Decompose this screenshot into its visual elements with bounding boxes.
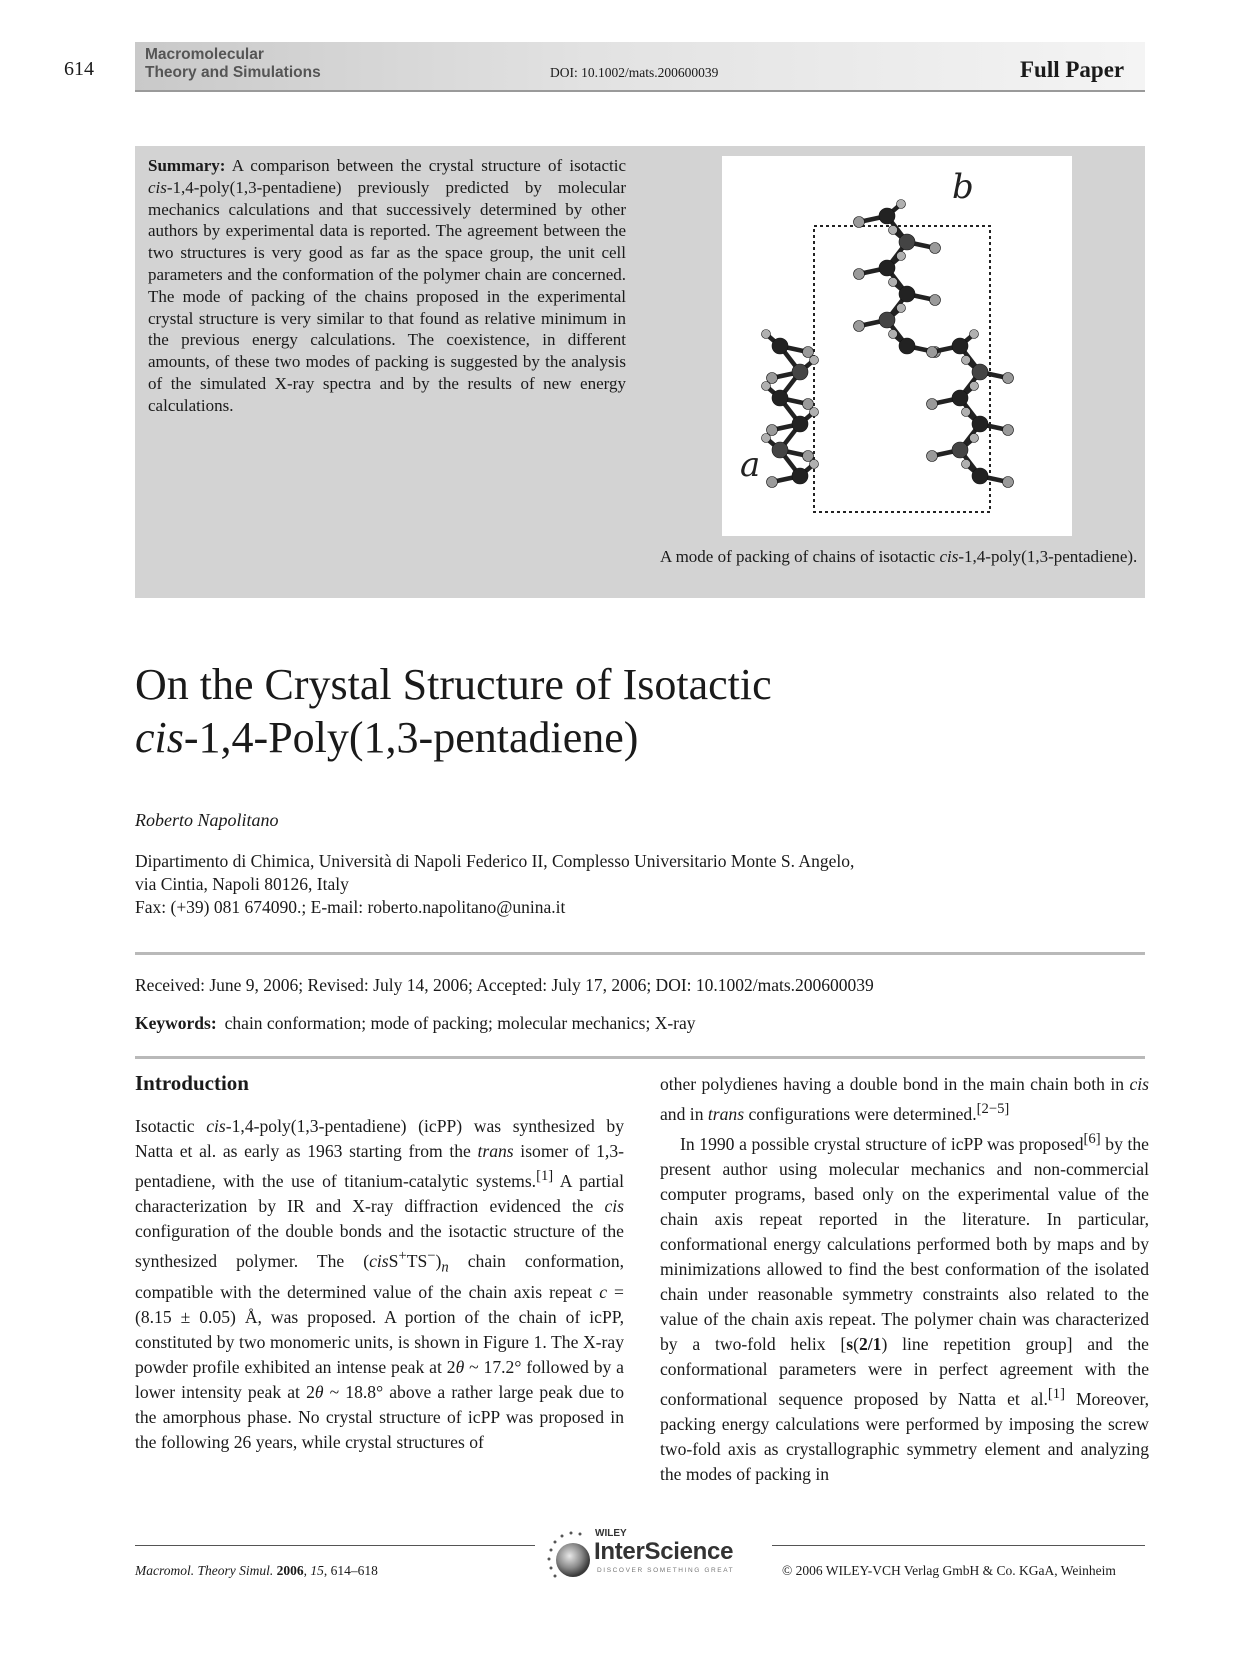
paper-type-label: Full Paper bbox=[1020, 57, 1125, 82]
footer-copyright: © 2006 WILEY-VCH Verlag GmbH & Co. KGaA, Weinheim bbox=[782, 1563, 1116, 1578]
axis-label-a: a bbox=[740, 445, 761, 485]
intro-paragraph-1: Isotactic cis-1,4-poly(1,3-pentadiene) (icPP) was synthesized by Natta et al. as early as 1963 starting from the trans isomer of 1,3-pentadiene, with the use of titanium-catalytic systems.[1] A partial characterization by IR and X-ray diffraction evidenced the cis configuration of the double bonds and the isotactic structure of the synthesized polymer. The $(cisS^+TS^-)_n$ chain conformation, compatible with the determined value of the chain axis repeat c = (8.15 ± 0.05) Å, was proposed. A portion of the chain of icPP, constituted by two monomeric units, is shown in Figure 1. The X-ray powder profile exhibited an intense peak at 2θ ~ 17.2° followed by a lower intensity peak at 2θ ~ 18.8° above a rather large peak due to the amorphous phase. No crystal structure of icPP was proposed in the following 26 years, while crystal structures of bbox=[135, 1116, 625, 1453]
molecule-packing-image bbox=[722, 156, 1072, 536]
axis-label-b: b bbox=[952, 167, 974, 207]
header-doi: DOI: 10.1002/mats.200600039 bbox=[550, 65, 719, 80]
title-line1: On the Crystal Structure of Isotactic bbox=[135, 660, 772, 709]
packing-figure bbox=[722, 156, 1072, 536]
footer-rule-right bbox=[772, 1545, 1145, 1546]
summary-text: Summary: A comparison between the crystal structure of isotactic cis-1,4-poly(1,3-pentadiene) previously predicted by molecular mechanics calculations and that successively determined by other authors by experimental data is reported. The agreement between the two structures is very good as far as the space group, the unit cell parameters and the conformation of the polymer chain are concerned. The mode of packing of the chains proposed in the experimental crystal structure is very similar to that found as relative minimum in the previous energy calculations. The coexistence, in different amounts, of these two modes of packing is suggested by the analysis of the simulated X-ray spectra and by the results of new energy calculations. bbox=[148, 156, 626, 415]
figure-caption: A mode of packing of chains of isotactic cis-1,4-poly(1,3-pentadiene). bbox=[660, 547, 1138, 566]
intro-paragraph-2: In 1990 a possible crystal structure of icPP was proposed[6] by the present author using molecular mechanics and non-commercial computer programs, based only on the experimental value of the chain axis repeat reported in the literature. In particular, conformational energy calculations performed both by maps and by minimizations allowed to find the best conformation of the isolated chain under reasonable symmetry constraints also related to the value of the chain axis repeat. The polymer chain was characterized by a two-fold helix [s(2/1) line repetition group] and the conformational parameters were in perfect agreement with the conformational sequence proposed by Natta et al.[1] Moreover, packing energy calculations were performed by imposing the screw two-fold axis as crystallographic symmetry element and analyzing the modes of packing in bbox=[660, 1130, 1150, 1484]
journal-name-line1: Macromolecular bbox=[145, 46, 264, 63]
author-name: Roberto Napolitano bbox=[135, 810, 279, 830]
journal-name-line2: Theory and Simulations bbox=[145, 64, 321, 81]
page-number: 614 bbox=[64, 58, 94, 80]
body-column-left bbox=[135, 1070, 624, 1455]
logo-tagline: DISCOVER SOMETHING GREAT bbox=[597, 1567, 735, 1574]
body-column-right bbox=[660, 1072, 1149, 1487]
unit-cell-rectangle bbox=[814, 226, 990, 512]
logo-wiley-text: WILEY bbox=[595, 1528, 627, 1539]
title-line2: cis-1,4-Poly(1,3-pentadiene) bbox=[135, 713, 639, 762]
divider-rule bbox=[135, 1056, 1145, 1059]
divider-rule bbox=[135, 952, 1145, 955]
publication-dates: Received: June 9, 2006; Revised: July 14, 2006; Accepted: July 17, 2006; DOI: 10.1002/mats.200600039 bbox=[135, 975, 874, 995]
summary-label: Summary: bbox=[148, 156, 226, 175]
logo-brand-text: InterScience bbox=[594, 1538, 734, 1565]
footer-citation: Macromol. Theory Simul. 2006, 15, 614–618 bbox=[135, 1563, 378, 1578]
journal-name bbox=[145, 46, 321, 82]
keywords-label: Keywords: bbox=[135, 1013, 217, 1033]
keywords-text: chain conformation; mode of packing; molecular mechanics; X-ray bbox=[224, 1013, 696, 1033]
paper-title bbox=[135, 658, 1135, 764]
footer-rule-left bbox=[135, 1545, 535, 1546]
section-heading-introduction: Introduction bbox=[135, 1071, 249, 1095]
intro-paragraph-1-continued: other polydienes having a double bond in the main chain both in cis and in trans configurations were determined.[2−5] bbox=[660, 1074, 1149, 1124]
keywords bbox=[135, 1013, 696, 1034]
polymer-chains bbox=[762, 200, 1014, 488]
author-affiliation: Dipartimento di Chimica, Università di Napoli Federico II, Complesso Universitario Monte S. Angelo, via Cintia, Napoli 80126, Italy Fax: (+39) 081 674090.; E-mail: roberto.napolitano@unina.it bbox=[135, 851, 855, 917]
